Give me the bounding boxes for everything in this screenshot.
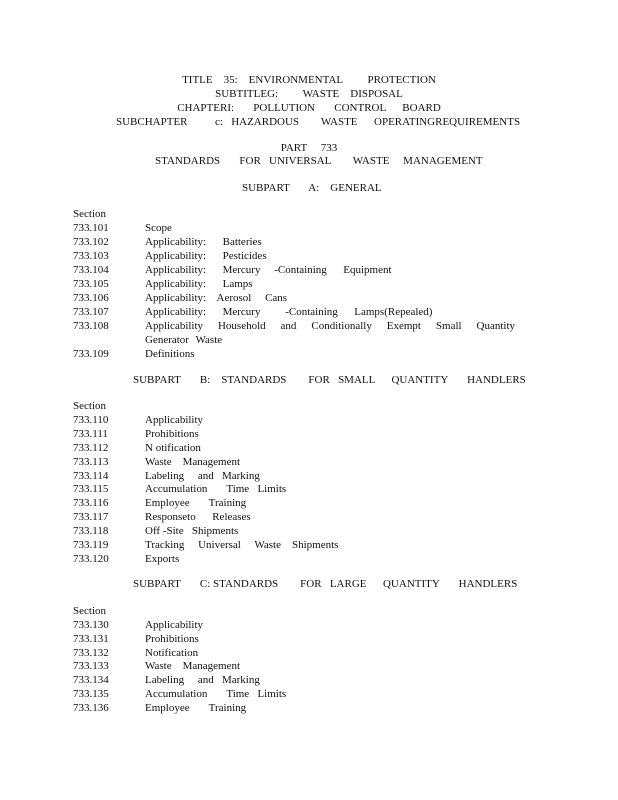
- section-title: Applicability: Aerosol Cans: [145, 292, 288, 304]
- section-title: Tracking Universal Waste Shipments: [145, 539, 339, 551]
- section-number: 733.104: [73, 264, 109, 276]
- part-number: PART 733: [280, 142, 338, 154]
- section-title: Prohibitions: [145, 633, 199, 645]
- section-number: 733.113: [73, 456, 109, 468]
- section-number: 733.111: [73, 428, 108, 440]
- subtitle-line: SUBTITLEG: WASTE DISPOSAL: [215, 88, 403, 100]
- section-title: Exports: [145, 553, 180, 565]
- section-title: Definitions: [145, 348, 195, 360]
- section-number: 733.108: [73, 320, 109, 332]
- section-number: 733.117: [73, 511, 109, 523]
- section-number: 733.136: [73, 702, 109, 714]
- section-number: 733.107: [73, 306, 109, 318]
- section-number: 733.106: [73, 292, 109, 304]
- section-number: 733.114: [73, 470, 109, 482]
- section-number: 733.105: [73, 278, 109, 290]
- chapter-line: CHAPTERI: POLLUTION CONTROL BOARD: [177, 102, 441, 114]
- title-line: TITLE 35: ENVIRONMENTAL PROTECTION: [182, 74, 436, 86]
- section-number: 733.119: [73, 539, 109, 551]
- section-title: Waste Management: [145, 456, 241, 468]
- section-number: 733.110: [73, 414, 109, 426]
- section-number: 733.118: [73, 525, 109, 537]
- section-label: Section: [73, 208, 106, 220]
- section-title: Applicability: Batteries: [145, 236, 262, 248]
- section-label: Section: [73, 400, 106, 412]
- section-title: Applicability: Mercury -Containing Equipment: [145, 264, 392, 276]
- section-number: 733.130: [73, 619, 109, 631]
- section-number: 733.101: [73, 222, 109, 234]
- section-number: 733.133: [73, 660, 109, 672]
- section-title: Applicability Household and Conditionally Exempt Small Quantity Generator Waste: [145, 320, 515, 346]
- subpart-a-heading: SUBPART A: GENERAL: [242, 182, 382, 194]
- section-title: Employee Training: [145, 497, 247, 509]
- section-title: Accumulation Time Limits: [145, 483, 287, 495]
- section-title: N otification: [145, 442, 201, 454]
- section-title: Prohibitions: [145, 428, 199, 440]
- part-title: STANDARDS FOR UNIVERSAL WASTE MANAGEMENT: [155, 155, 483, 167]
- section-number: 733.120: [73, 553, 109, 565]
- section-title: Accumulation Time Limits: [145, 688, 287, 700]
- section-number: 733.109: [73, 348, 109, 360]
- section-title: Off -Site Shipments: [145, 525, 239, 537]
- section-number: 733.112: [73, 442, 109, 454]
- section-number: 733.116: [73, 497, 109, 509]
- section-title: Notification: [145, 647, 199, 659]
- subchapter-line: SUBCHAPTER c: HAZARDOUS WASTE OPERATINGREQUIREMENTS: [116, 116, 521, 128]
- section-number: 733.135: [73, 688, 109, 700]
- section-title: Applicability: Lamps: [145, 278, 253, 290]
- section-number: 733.131: [73, 633, 109, 645]
- section-title: Scope: [145, 222, 172, 234]
- section-title: Labeling and Marking: [145, 674, 260, 686]
- section-title: Applicability: Mercury -Containing Lamps(Repealed): [145, 306, 433, 318]
- section-title: Applicability: [145, 414, 204, 426]
- section-title: Waste Management: [145, 660, 241, 672]
- subpart-b-heading: SUBPART B: STANDARDS FOR SMALL QUANTITY HANDLERS: [133, 374, 526, 386]
- section-title: Applicability: Pesticides: [145, 250, 267, 262]
- section-title: Labeling and Marking: [145, 470, 260, 482]
- section-number: 733.103: [73, 250, 109, 262]
- subpart-c-heading: SUBPART C: STANDARDS FOR LARGE QUANTITY HANDLERS: [133, 578, 518, 590]
- section-number: 733.134: [73, 674, 109, 686]
- section-title: Employee Training: [145, 702, 247, 714]
- section-title: Applicability: [145, 619, 204, 631]
- section-number: 733.102: [73, 236, 109, 248]
- section-number: 733.132: [73, 647, 109, 659]
- section-title: Responseto Releases: [145, 511, 251, 523]
- section-label: Section: [73, 605, 106, 617]
- section-number: 733.115: [73, 483, 109, 495]
